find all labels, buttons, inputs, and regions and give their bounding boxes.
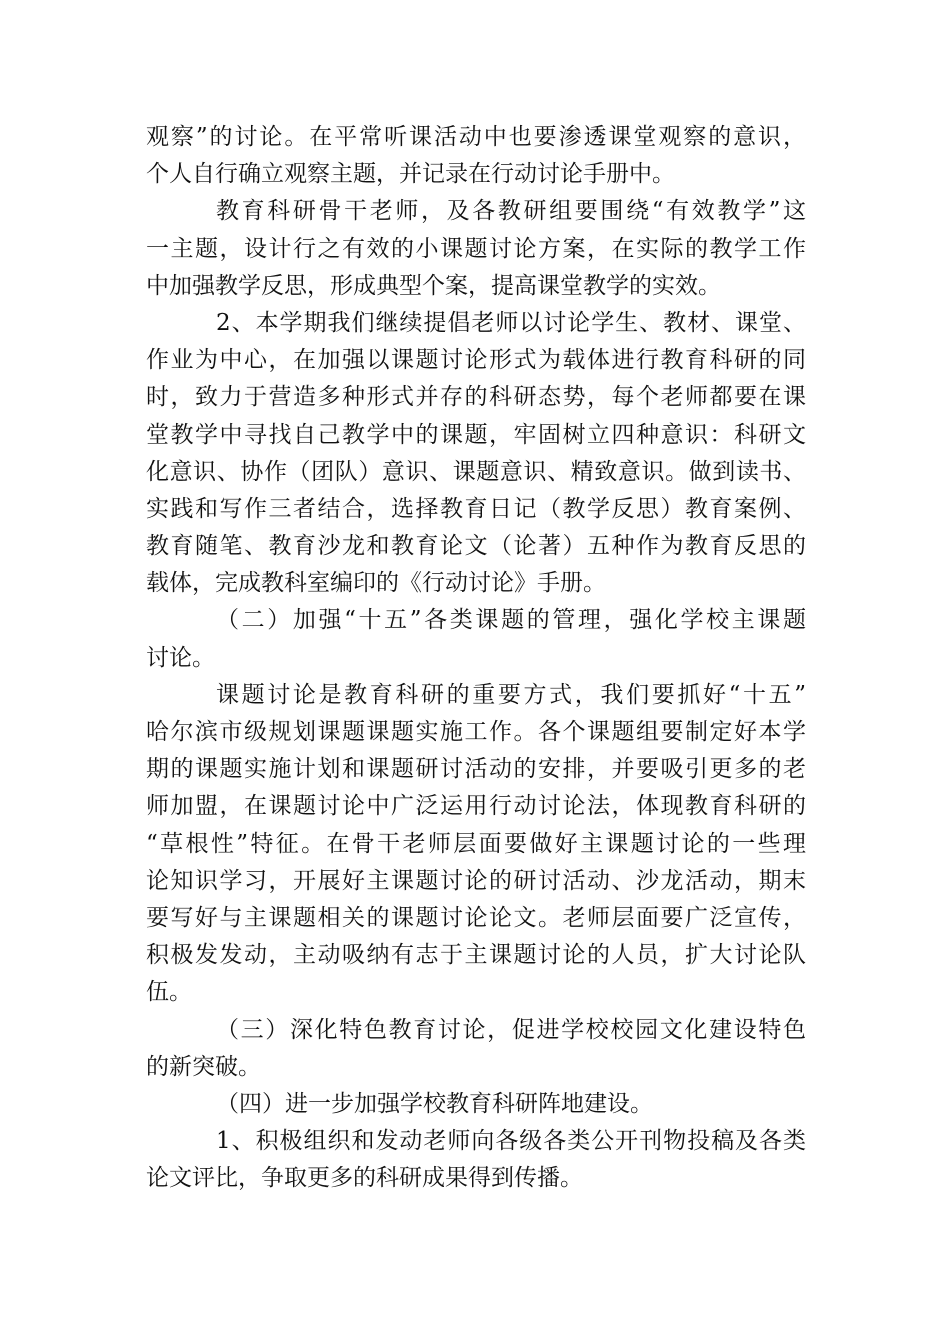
text-line: 的新突破。 bbox=[146, 1053, 261, 1080]
text-line: 哈尔滨市级规划课题课题实施工作。各个课题组要制定好本学 bbox=[146, 719, 806, 745]
text-line: 时，致力于营造多种形式并存的科研态势，每个老师都要在课 bbox=[146, 384, 806, 411]
text-line: 堂教学中寻找自己教学中的课题，牢固树立四种意识：科研文 bbox=[146, 421, 806, 448]
text-line: 师加盟，在课题讨论中广泛运用行动讨论法，体现教育科研的 bbox=[146, 793, 806, 820]
text-line: 载体，完成教科室编印的《行动讨论》手册。 bbox=[146, 570, 606, 597]
text-line: 2、本学期我们继续提倡老师以讨论学生、教材、课堂、 bbox=[216, 309, 806, 336]
text-line: 教育科研骨干老师，及各教研组要围绕“有效教学”这 bbox=[216, 198, 806, 225]
text-line: 实践和写作三者结合，选择教育日记（教学反思）教育案例、 bbox=[146, 495, 806, 522]
text-line: 个人自行确立观察主题，并记录在行动讨论手册中。 bbox=[146, 161, 675, 188]
text-line: （三）深化特色教育讨论，促进学校校园文化建设特色 bbox=[216, 1016, 806, 1043]
text-line: 伍。 bbox=[146, 979, 192, 1006]
text-line: 观察”的讨论。在平常听课活动中也要渗透课堂观察的意识， bbox=[146, 124, 806, 150]
text-line: 一主题，设计行之有效的小课题讨论方案，在实际的教学工作 bbox=[146, 235, 806, 262]
text-line: “草根性”特征。在骨干老师层面要做好主课题讨论的一些理 bbox=[146, 830, 806, 857]
text-line: （四）进一步加强学校教育科研阵地建设。 bbox=[216, 1090, 653, 1117]
text-line: 论知识学习，开展好主课题讨论的研讨活动、沙龙活动，期末 bbox=[146, 867, 806, 894]
text-line: 积极发发动，主动吸纳有志于主课题讨论的人员，扩大讨论队 bbox=[146, 942, 806, 969]
text-line: 1、积极组织和发动老师向各级各类公开刊物投稿及各类 bbox=[216, 1128, 806, 1155]
text-line: 化意识、协作（团队）意识、课题意识、精致意识。做到读书、 bbox=[146, 458, 806, 485]
text-line: 课题讨论是教育科研的重要方式，我们要抓好“十五” bbox=[216, 681, 806, 708]
text-line: 教育随笔、教育沙龙和教育论文（论著）五种作为教育反思的 bbox=[146, 533, 806, 560]
text-line: 作业为中心，在加强以课题讨论形式为载体进行教育科研的同 bbox=[146, 347, 806, 374]
text-line: 中加强教学反思，形成典型个案，提高课堂教学的实效。 bbox=[146, 272, 721, 299]
text-line: （二）加强“十五”各类课题的管理，强化学校主课题 bbox=[216, 607, 806, 634]
text-line: 讨论。 bbox=[146, 644, 215, 671]
text-line: 要写好与主课题相关的课题讨论论文。老师层面要广泛宣传， bbox=[146, 904, 806, 931]
text-line: 论文评比，争取更多的科研成果得到传播。 bbox=[146, 1165, 583, 1192]
text-line: 期的课题实施计划和课题研讨活动的安排，并要吸引更多的老 bbox=[146, 756, 806, 783]
document-body bbox=[146, 119, 806, 1197]
